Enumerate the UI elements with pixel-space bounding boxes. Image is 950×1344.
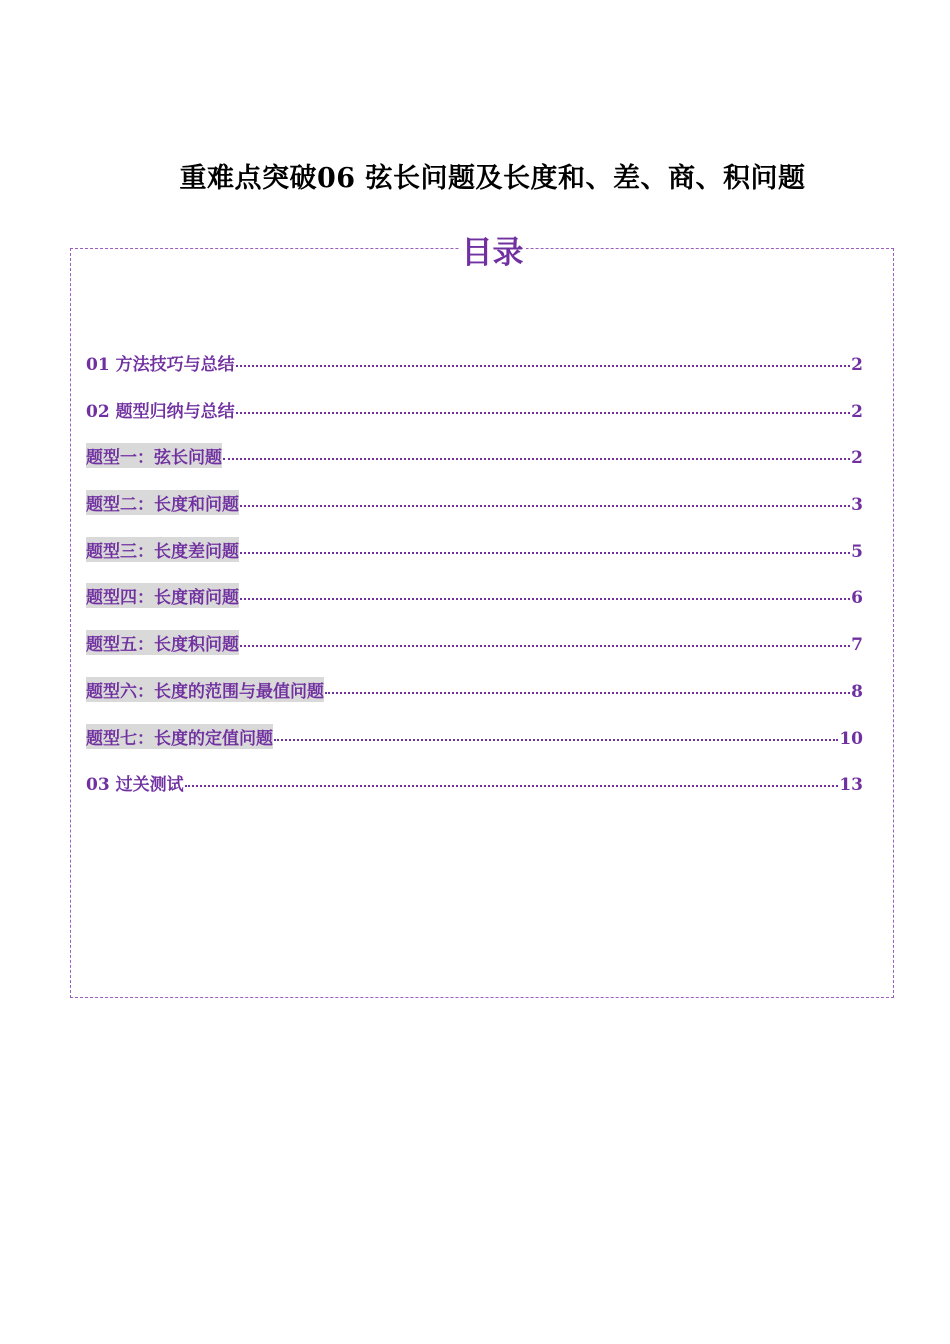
toc-entry-label: 题型五：长度积问题 [86,630,239,655]
toc-page-number: 6 [851,588,863,609]
toc-dot-leader [240,552,850,554]
toc-page-number: 2 [851,401,863,422]
toc-dot-leader [240,598,850,600]
toc-page-number: 7 [851,635,863,656]
toc-dot-leader [236,412,851,414]
toc-page-number: 3 [851,495,863,516]
toc-entry-type-6[interactable] [86,677,863,724]
toc-page-number: 10 [839,728,863,749]
toc-entry-label: 01 方法技巧与总结 [86,355,235,375]
toc-entry-label: 题型六：长度的范围与最值问题 [86,677,324,702]
toc-entry-question-types[interactable] [86,397,863,444]
toc-dot-leader [185,785,839,787]
toc-page-number: 5 [851,541,863,562]
toc-entry-methods-summary[interactable] [86,350,863,397]
toc-entry-label: 题型三：长度差问题 [86,537,239,562]
toc-page-number: 8 [851,681,863,702]
toc-heading-text: 目录 [461,235,524,271]
toc-page-number: 13 [839,775,863,796]
toc-entry-practice-test[interactable] [86,770,863,817]
toc-entry-label: 题型二：长度和问题 [86,490,239,515]
toc-dot-leader [240,645,850,647]
toc-dot-leader [236,365,851,367]
toc-entry-label: 03 过关测试 [86,775,184,796]
toc-entry-label: 02 题型归纳与总结 [86,401,235,422]
toc-list [86,350,863,817]
toc-entry-type-7[interactable] [86,724,863,771]
toc-dot-leader [240,505,850,507]
toc-dot-leader [274,739,838,741]
toc-dot-leader [325,692,850,694]
toc-page-number: 2 [851,355,863,375]
toc-entry-type-5[interactable] [86,630,863,677]
toc-entry-type-4[interactable] [86,583,863,630]
toc-page-number: 2 [851,448,863,469]
toc-dot-leader [223,458,850,460]
toc-entry-label: 题型七：长度的定值问题 [86,724,273,749]
document-title: 重难点突破06 弦长问题及长度和、差、商、积问题 [179,163,806,194]
toc-entry-label: 题型四：长度商问题 [86,583,239,608]
toc-entry-type-2[interactable] [86,490,863,537]
toc-heading [0,233,950,273]
toc-entry-type-3[interactable] [86,537,863,584]
toc-entry-type-1[interactable] [86,443,863,490]
toc-entry-label: 题型一：弦长问题 [86,443,222,468]
